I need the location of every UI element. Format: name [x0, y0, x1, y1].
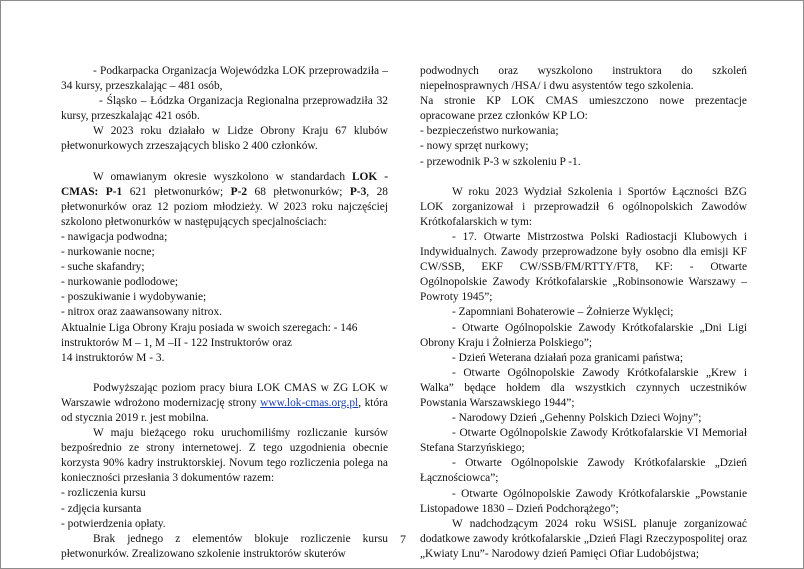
left-column [61, 64, 388, 562]
paragraph-contest-item: - Zapomniani Bohaterowie – Żołnierze Wyklęci; [452, 306, 674, 319]
list-item: - zdjęcia kursanta [61, 502, 142, 515]
spacer [61, 366, 388, 381]
website-link[interactable]: www.lok-cmas.org.pl [260, 396, 359, 409]
paragraph-contest-item: - Otwarte Ogólnopolskie Zawody Krótkofalarskie „Krew i Walka” będące hołdem dla wszystkich czynnych uczestników Powstania Warszawskiego 1944”; [420, 366, 747, 409]
list-item: - suche skafandry; [61, 261, 145, 274]
paragraph-instructors-m3: 14 instruktorów M - 3. [61, 351, 165, 364]
list-item: - nitrox oraz zaawansowany nitrox. [61, 306, 222, 319]
paragraph-settlement: W maju bieżącego roku uruchomiliśmy rozliczanie kursów bezpośrednio ze strony internetowej. Z tego uzgodnienia obecnie korzysta 90% kadry instruktorskiej. Novum tego rozliczenia polega na konieczności przesłania 3 dokumentów razem: [61, 427, 388, 485]
paragraph-contest-item: - Otwarte Ogólnopolskie Zawody Krótkofalarskie VI Memoriał Stefana Starzyńskiego; [420, 427, 747, 455]
bold-lok-cmas: LOK - CMAS [61, 170, 388, 198]
paragraph-championships: - 17. Otwarte Mistrzostwa Polski Radiostacji Klubowych i Indywidualnych. Zawody przeprowadzone były osobno dla emisji KF CW/SSB, EKF CW/SSB/FM/RTTY/FT8, KF: - Otwarte Ogólnopolskie Zawody Krótkofalarskie „Robinsonowie Warszawy – Powroty 1945”; [420, 230, 747, 304]
list-item: - nowy sprzęt nurkowy; [420, 140, 529, 153]
list-item: - przewodnik P-3 w szkoleniu P -1. [420, 155, 581, 168]
paragraph-contest-item: - Otwarte Ogólnopolskie Zawody Krótkofalarskie „Powstanie Listopadowe 1830 – Dzień Podchorążego”; [420, 487, 747, 515]
right-column [420, 64, 747, 562]
list-item: - rozliczenia kursu [61, 487, 146, 500]
spacer [420, 170, 747, 185]
paragraph-website: Podwyższając poziom pracy biura LOK CMAS w ZG LOK w Warszawie wdrożono modernizację strony www.lok-cmas.org.pl, która od stycznia 2019 r. jest mobilna. [61, 381, 388, 424]
paragraph-contests-intro: W roku 2023 Wydział Szkolenia i Sportów Łączności BZG LOK zorganizował i przeprowadził 6 ogólnopolskich Zawodów Krótkofalarskich w tym: [420, 185, 747, 228]
paragraph-plans-2024: W nadchodzącym 2024 roku WSiSL planuje zorganizować dodatkowe zawody krótkofalarskie „Dzień Flagi Rzeczypospolitej oraz „Kwiaty Lnu”- Narodowy dzień Pamięci Ofiar Ludobójstwa; [420, 517, 747, 560]
spacer [61, 155, 388, 170]
paragraph-standards: W omawianym okresie wyszkolono w standardach LOK - CMAS: P-1 621 płetwonurków; P-2 68 płetwonurków; P-3, 28 płetwonurków oraz 12 poziom młodzieży. W 2023 roku najczęściej szkolono płetwonurków w następujących specjalnościach: [61, 170, 388, 228]
bold-p2: P-2 [230, 185, 248, 198]
page-number: 7 [400, 532, 406, 546]
paragraph-presentations: Na stronie KP LOK CMAS umieszczono nowe prezentacje opracowane przez członków KP LO: [420, 95, 747, 123]
paragraph-blocking: Brak jednego z elementów blokuje rozliczenie kursu płetwonurków. Zrealizowano szkolenie instruktorów skuterów [61, 532, 388, 560]
list-item: - bezpieczeństwo nurkowania; [420, 125, 559, 138]
bold-p1: P-1 [105, 185, 123, 198]
paragraph-podkarpacka: - Podkarpacka Organizacja Wojewódzka LOK przeprowadziła – 34 kursy, przeszkalając – 481 osób, [61, 65, 388, 93]
paragraph-contest-item: - Narodowy Dzień „Gehenny Polskich Dzieci Wojny”; [452, 412, 702, 425]
paragraph-slasko-lodzka: - Śląsko – Łódzka Organizacja Regionalna przeprowadziła 32 kursy, przeszkalając 421 osób. [61, 95, 388, 123]
paragraph-hsa: podwodnych oraz wyszkolono instruktora do szkoleń niepełnosprawnych /HSA/ i dwu asystentów tego szkolenia. [420, 65, 747, 93]
bold-p3: P-3 [349, 185, 367, 198]
paragraph-contest-item: - Otwarte Ogólnopolskie Zawody Krótkofalarskie „Dni Ligi Obrony Kraju i Żołnierza Polskiego”; [420, 321, 747, 349]
paragraph-clubs: W 2023 roku działało w Lidze Obrony Kraju 67 klubów płetwonurkowych zrzeszających blisko 2 400 członków. [61, 125, 388, 153]
paragraph-contest-item: - Dzień Weterana działań poza granicami państwa; [452, 351, 684, 364]
list-item: - poszukiwanie i wydobywanie; [61, 291, 207, 304]
list-item: - nawigacja podwodna; [61, 230, 168, 243]
paragraph-contest-item: - Otwarte Ogólnopolskie Zawody Krótkofalarskie „Dzień Łącznościowca”; [420, 457, 747, 485]
list-item: - potwierdzenia opłaty. [61, 517, 166, 530]
paragraph-instructors: Aktualnie Liga Obrony Kraju posiada w swoich szeregach: - 146 instruktorów M – 1, M –II - 122 Instruktorów oraz [61, 321, 358, 349]
list-item: - nurkowanie podlodowe; [61, 276, 179, 289]
list-item: - nurkowanie nocne; [61, 246, 155, 259]
